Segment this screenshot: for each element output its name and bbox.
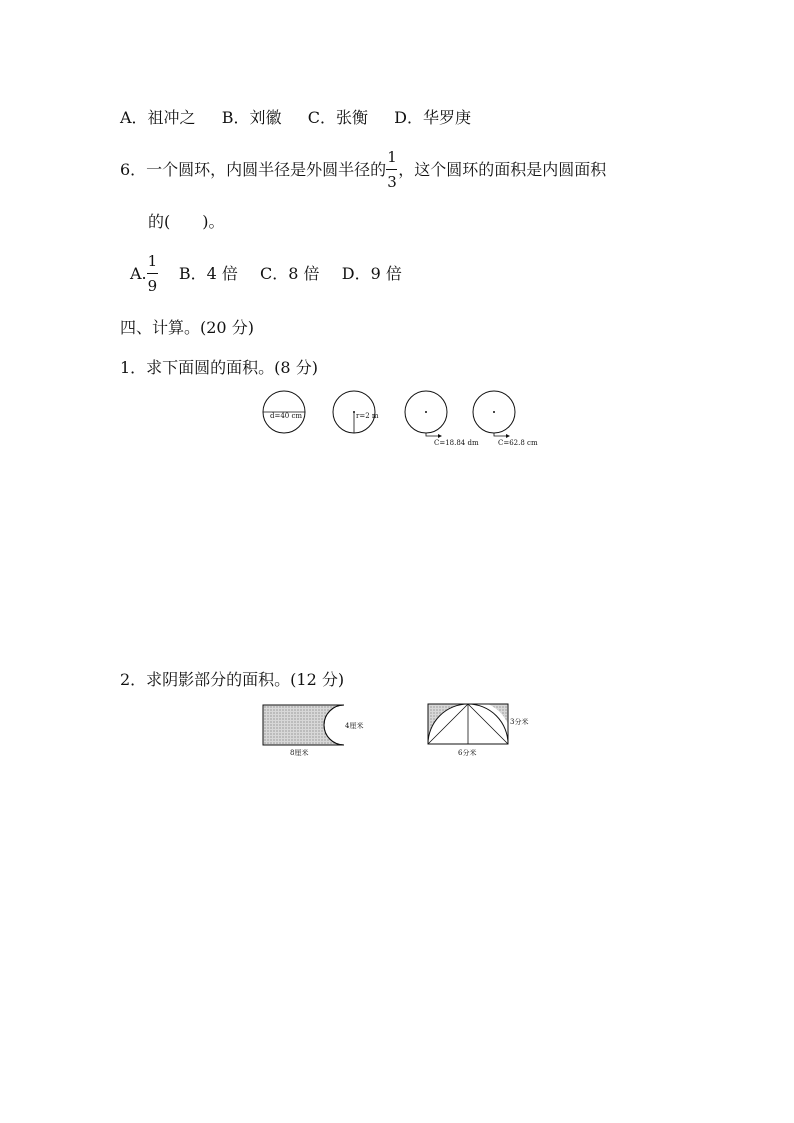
q2-text: 2．求阴影部分的面积。(12 分) bbox=[120, 670, 345, 689]
label-radius: r=2 m bbox=[356, 412, 379, 420]
q1-text: 1．求下面圆的面积。(8 分) bbox=[120, 358, 318, 377]
fig2-width-label: 6分米 bbox=[458, 749, 477, 757]
q6-stem-before: 6．一个圆环，内圆半径是外圆半径的 bbox=[120, 160, 387, 179]
q6-fraction-denominator: 3 bbox=[387, 172, 397, 191]
shaded-region-1 bbox=[263, 705, 344, 745]
q6-options bbox=[130, 251, 402, 295]
q5-option-c: C．张衡 bbox=[307, 108, 368, 127]
q6-fraction-numerator: 1 bbox=[387, 147, 397, 166]
q5-option-a: A．祖冲之 bbox=[120, 108, 196, 127]
q6-option-a-fraction bbox=[147, 251, 159, 295]
q6-stem-line2: 的( )。 bbox=[148, 212, 225, 231]
label-circ2: C=62.8 cm bbox=[498, 439, 538, 447]
label-circ1: C=18.84 dm bbox=[434, 439, 479, 447]
q6-stem-after: ，这个圆环的面积是内圆面积 bbox=[398, 160, 607, 179]
fig2-height-label: 3分米 bbox=[510, 718, 529, 726]
q6-option-b: B．4 倍 bbox=[178, 264, 238, 283]
q1-circles-figure bbox=[258, 386, 538, 450]
label-diameter: d=40 cm bbox=[270, 412, 303, 420]
fig1-width-label: 8厘米 bbox=[290, 749, 309, 757]
q6-option-d: D．9 倍 bbox=[341, 264, 402, 283]
q5-option-d: D．华罗庚 bbox=[394, 108, 471, 127]
q6-option-c: C．8 倍 bbox=[260, 264, 320, 283]
q6-stem bbox=[120, 147, 607, 191]
shaded-region-right bbox=[488, 704, 508, 724]
q5-option-b: B．刘徽 bbox=[221, 108, 282, 127]
q5-options bbox=[120, 108, 471, 128]
q2-figure-arcs bbox=[424, 700, 534, 760]
q2-figure-rectangle bbox=[258, 700, 368, 760]
fig1-height-label: 4厘米 bbox=[345, 722, 364, 730]
q6-option-a-prefix: A. bbox=[130, 264, 147, 283]
section4-heading: 四、计算。(20 分) bbox=[120, 318, 254, 337]
q6-option-a-numerator: 1 bbox=[147, 251, 158, 270]
q6-fraction bbox=[386, 147, 398, 191]
q6-option-a-denominator: 9 bbox=[147, 276, 158, 295]
